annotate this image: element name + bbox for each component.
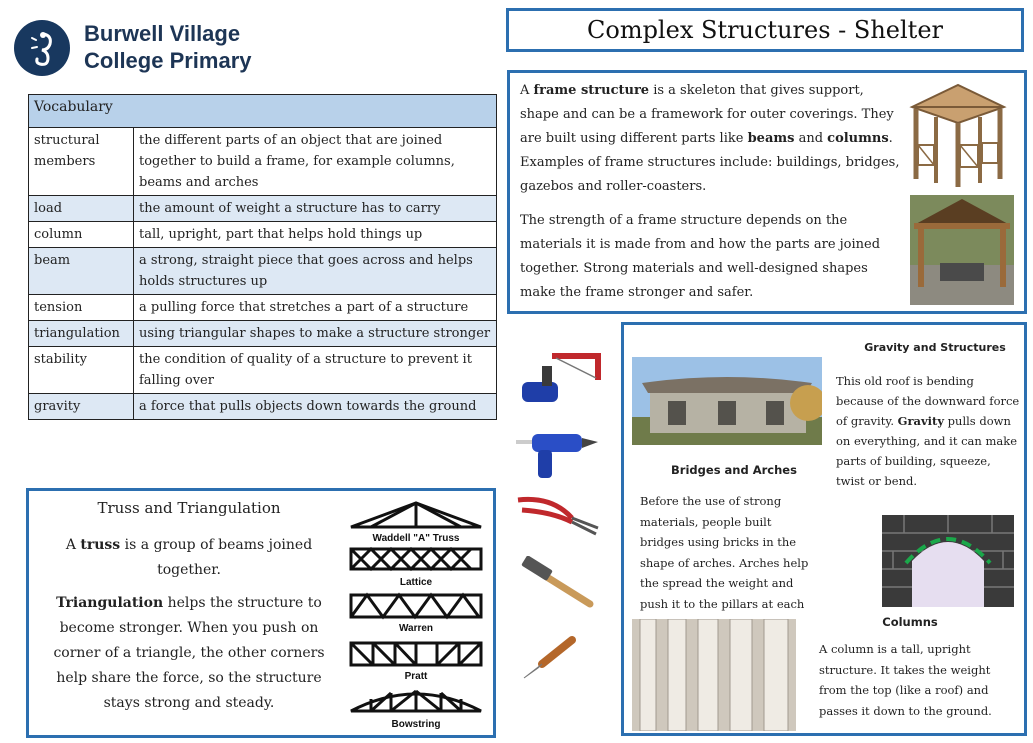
gravity-heading: Gravity and Structures [864,341,1006,354]
text-run: . Examples of frame structures include: buildings, bridges, gazebos and roller-coasters. [520,131,900,194]
craft-knife-icon [512,626,602,694]
vocab-definition: a pulling force that stretches a part of a structure [134,295,497,321]
arch-diagram [882,515,1014,607]
vocab-term: load [29,196,134,222]
text-run: helps the structure to become stronger. When you push on corner of a triangle, the other corners help share the force, so the structure stays strong and steady. [53,595,325,711]
vocab-term: triangulation [29,321,134,347]
hammer-icon [512,556,602,624]
text-run: is a group of beams joined together. [120,537,313,578]
page-title: Complex Structures - Shelter [587,16,943,44]
wire-cutters-icon [512,486,602,554]
gazebo-photo [910,195,1014,305]
old-house-photo [632,357,822,445]
truss-label-waddell: Waddell "A" Truss [372,533,460,544]
table-row [29,196,497,222]
vocab-definition: using triangular shapes to make a structure stronger [134,321,497,347]
coping-saw-icon [512,346,602,414]
truss-label-lattice: Lattice [399,577,433,588]
truss-label-bowstring: Bowstring [391,719,441,730]
table-row [29,128,497,196]
table-row [29,222,497,248]
truss-heading: Truss and Triangulation [97,499,281,517]
truss-diagrams [341,497,491,733]
text-run: This old roof is bending because of the downward force of gravity. [836,374,1020,428]
columns-heading: Columns [882,615,938,629]
text-run: and [794,131,828,146]
vocab-term: column [29,222,134,248]
vocab-term: gravity [29,394,134,420]
vocab-definition: the amount of weight a structure has to carry [134,196,497,222]
frame-paragraph-1 [520,79,900,199]
vocab-term: beam [29,248,134,295]
gazebo-frame-drawing [902,79,1014,189]
vocab-term: tension [29,295,134,321]
text-run: A [520,83,534,98]
vocab-definition: a force that pulls objects down towards the ground [134,394,497,420]
page-title-box [506,8,1024,52]
text-run: pulls down on everything, and it can make parts of building, squeeze, twist or bend. [836,414,1018,488]
vocab-definition: the condition of quality of a structure to prevent it falling over [134,347,497,394]
gravity-text [836,371,1022,491]
frame-paragraph-2: The strength of a frame structure depends on the materials it is made from and how the parts are joined together. Strong materials and well-designed shapes make the frame stronger and safer. [520,213,881,300]
bold-term: Triangulation [56,595,164,611]
bold-term: frame structure [533,83,650,98]
bridges-text: Before the use of strong materials, people built bridges using bricks in the shape of arches. Arches help the spread the weight and push it to the pillars at each [640,494,809,611]
vocabulary-header: Vocabulary [29,95,497,128]
bridges-heading: Bridges and Arches [671,463,797,477]
bold-term: truss [80,537,121,553]
table-row [29,394,497,420]
truss-label-warren: Warren [398,623,434,634]
truss-triangulation-box [26,488,496,738]
vocab-definition: the different parts of an object that are joined together to build a frame, for example columns, beams and arches [134,128,497,196]
bold-term: columns [827,131,889,146]
vocab-definition: tall, upright, part that helps hold things up [134,222,497,248]
bold-term: beams [747,131,795,146]
seahorse-icon [14,20,70,76]
vocab-term: structural members [29,128,134,196]
table-row [29,347,497,394]
table-row [29,248,497,295]
table-row [29,295,497,321]
glue-gun-icon [512,420,602,488]
truss-paragraph-1 [49,533,329,583]
table-row [29,321,497,347]
columns-photo [632,619,796,731]
vocab-term: stability [29,347,134,394]
school-name-line2: College Primary [84,48,252,73]
truss-label-pratt: Pratt [404,671,428,682]
gravity-panel [621,322,1027,736]
truss-paragraph-2 [49,591,329,716]
school-logo [14,20,70,76]
school-name-line1: Burwell Village [84,21,241,46]
frame-structure-box [507,70,1027,314]
columns-text: A column is a tall, upright structure. It takes the weight from the top (like a roof) and passes it down to the ground. [819,642,992,718]
vocabulary-table [28,94,497,420]
school-name [84,20,252,74]
text-run: A [65,537,81,553]
vocab-definition: a strong, straight piece that goes across and helps holds structures up [134,248,497,295]
bold-term: Gravity [897,414,945,428]
text-run: is a skeleton that gives support, shape and can be a framework for outer coverings. They are built using different parts like [520,83,894,146]
